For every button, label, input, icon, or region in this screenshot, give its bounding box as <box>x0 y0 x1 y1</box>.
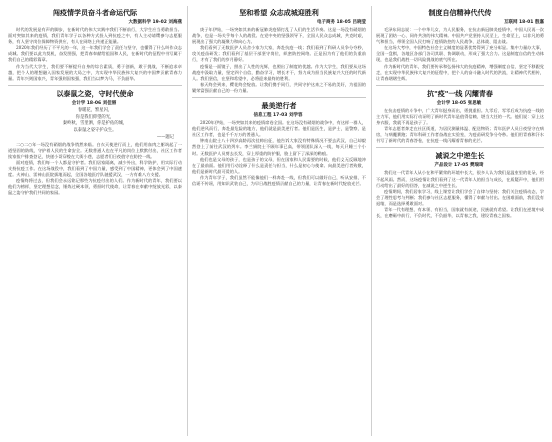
article-body <box>192 27 366 94</box>
paragraph: 2020年伊始，一场突如其来的疫情席卷全国。在这场没有硝烟的战争中，有这样一群人，他们逆风而行，奔赴最危险的地方，他们就是最美逆行者。他们是医生，是护士，是警察，是社区工作者，也是千千万万的普通人。 <box>192 120 366 138</box>
article-6 <box>374 89 546 145</box>
article-title: 制度自信精神代代传 <box>428 9 492 17</box>
paragraph: 2020年我们经历了不平凡的一年，这一年我们学会了责任与坚守，也懂得了什么叫作众志成城。我们要以此为契机，奋发图强，把青春奉献给祖国和人民，在新时代的征程中书写属于我们自己的精彩篇章。 <box>8 45 182 63</box>
article-byline: 大数据科学 19-02 刘海燕 <box>128 20 182 25</box>
column-right <box>374 6 546 436</box>
paragraph: 他们也是父母的孩子，也是孩子的父母，但在国家和人民需要的时候，他们义无反顾地冲在了最前面。他们用行动诠释了什么是责任与担当，什么是初心与使命。向最美逆行者致敬，他们是新时代最可爱的人。 <box>192 156 366 174</box>
poem-line: 秦岭秋，雪里洒，你是护佑的城， <box>62 121 128 127</box>
article-title: 抗"疫"一线 闪耀青春 <box>427 89 493 98</box>
article-5 <box>374 8 546 82</box>
paragraph: 疫情期间，我们居家学习，线上课堂让我们学会了自律与坚持；我们关注疫情动态，学会了理性思考与判断；我们参与社区志愿服务，懂得了奉献与付出。在困难面前，我们没有退缩，而是选择勇敢面对。 <box>376 188 544 206</box>
paragraph: 在这场大考中，中国特色社会主义制度的显著优势得到了充分彰显。集中力量办大事，全国一盘棋，各地区各部门各司其职、协调联动，形成了强大合力。这是制度自信的生动体现，也是我们战胜一切风险挑战的底气所在。 <box>376 45 544 63</box>
article-2 <box>6 89 184 197</box>
paragraph: 作为新时代的青年，我们要传承和弘扬伟大的抗疫精神，增强制度自信，坚定不移跟党走，在实现中华民族伟大复兴的征程中，把个人的奋斗融入时代的洪流，让精神代代相传，让青春熠熠生辉。 <box>376 63 544 81</box>
divider <box>376 85 544 86</box>
article-title: 减说之中逆生长 <box>435 152 485 161</box>
article-body <box>376 108 544 145</box>
divider <box>8 85 182 86</box>
poem-line: 以泰鼠之姿守护众生。 <box>73 128 117 134</box>
article-7 <box>374 151 546 219</box>
article-4 <box>190 101 368 187</box>
article-title: 以泰鼠之姿，守时代使命 <box>56 89 134 98</box>
paragraph: 青年志愿者奔走在社区街道，为居民测量体温、配送物资；青年医护人员日夜坚守在病房，与病魔赛跑；青年科研工作者奋战在实验室，为疫苗研发争分夺秒。他们用青春和汗水书写了新时代的青春答卷，在抗疫一线闪耀着青春的光芒。 <box>376 126 544 144</box>
poem-signature: ——题记 <box>156 135 174 141</box>
article-title: 最美逆行者 <box>261 102 297 111</box>
article-title: 坚和希望 众志成城迎胜利 <box>239 9 319 17</box>
poem-line: 春暖花，繁星闪， <box>77 107 113 113</box>
paragraph: 我们这一代青年人从小在和平繁荣的环境中长大，很多人认为我们是温室里的花朵，经不起风雨。然而，这场疫情让我们看到了这一代青年人的担当与成长，在质疑声中，他们用行动给出了最好的回答，在减说之中逆生长。 <box>376 170 544 188</box>
column-middle <box>190 6 368 436</box>
divider <box>376 147 544 148</box>
article-title: 闯疫情学员奋斗者命运代际 <box>53 9 137 17</box>
article-byline: 信息工程 17-03 刘学容 <box>253 113 303 119</box>
poem-line: 你是我们仰望的光， <box>75 114 115 120</box>
paragraph: 二○二○年一场没有硝烟的战争悄然来临。白衣天使逆行而上，他们用血肉之躯筑起了一道坚固的防线，守护着人民的生命安全。无数普通人也在平凡的岗位上默默付出，社区工作者挨家挨户排查登记，快递小哥穿梭在大街小巷，志愿者们日夜值守在防控一线。 <box>8 141 182 159</box>
paragraph: 青年一代有理想、有本领、有担当，国家就有前途，民族就有希望。让我们在逆境中成长，在磨砺中前行，不负时代，不负韶华，以青春之我，建设青春之国家。 <box>376 206 544 219</box>
column-divider <box>187 6 188 436</box>
paragraph: 毛泽东同志说：一个中华儿女，为人民服务，在抗击新冠肺炎疫情中，中国人民再一次展现了团结一心、同舟共济的伟大精神。中国共产党坚持人民至上、生命至上，以非凡的勇气和担当，带领全国人民打响了疫情防控的人民战争、总体战、阻击战。 <box>376 27 544 45</box>
article-byline: 产品设计 17-05 樊瑞琦 <box>434 163 484 169</box>
paragraph: 时代的发展是有声的脚步，在新时代的伟大实践中我们不断前行，大学生应当勇敢担当。面对突如其来的疫情，我们青年学子以各种方式投入到抗疫之中，有人主动请缨参与志愿服务，有人坚守岗位保障物资供应，有人在网络上传递正能量。 <box>8 27 182 45</box>
article-byline: 会计学 18-05 张思敏 <box>436 100 482 106</box>
article-1 <box>6 8 184 82</box>
newspaper-page <box>6 6 546 436</box>
paragraph: 面对疫情，我们每一个人都是守护者。我们居家隔离，减少外出，科学防护，用实际行动支持抗疫工作。在这场战役中，我们看到了中国力量，感受到了中国精神，更体会到了中国速度。火神山、雷神山医院拔地而起，全国各地医疗队驰援武汉，一方有难八方支援。 <box>8 159 182 177</box>
paragraph: 作为当代大学生，我们要不断提升自身的综合素质，勇于创新，敢于挑战，不断追求卓越，把个人的理想融入国家发展的大局之中，为实现中华民族伟大复兴的中国梦贡献青春力量。青年兴则国家兴，青年强则国家强，我们当以梦为马，不负韶华。 <box>8 63 182 81</box>
column-left <box>6 6 184 436</box>
paragraph: 在抗击疫情的斗争中，广大青年挺身而出，勇挑重担。九零后、零零后成为抗疫一线的主力军，他们用实际行动证明了新时代青年是值得信赖、堪当大任的一代。他们说：穿上这身衣服，我就不再是孩子了。 <box>376 107 544 126</box>
paragraph: 庚子年伊始，一场突如其来的新冠肺炎疫情打乱了人们的生活节奏。这是一场没有硝烟的战争，也是一场关乎每个人的战役。在党中央的坚强领导下，全国人民众志成城，共克时艰，展现出了强大的凝聚力和向心力。 <box>192 27 366 45</box>
paragraph: 疫情是一面镜子，照出了人性的光辉，也照出了制度的优越。作为大学生，我们要从这场战疫中汲取力量，坚定四个自信，勤奋学习，增长才干，努力成为担当民族复兴大任的时代新人。我们坚信，在坚和希望中，必将迎来最终的胜利。 <box>192 63 366 81</box>
article-byline: 会计学 18-06 刘佳丽 <box>71 100 117 106</box>
article-body <box>8 27 182 82</box>
article-byline: 电子商务 18-05 吕晓莹 <box>316 20 366 25</box>
article-body <box>376 27 544 82</box>
article-3 <box>190 8 368 94</box>
paragraph: 钟南山院士八十四岁高龄再次挂帅出征，他告诉大家没有特殊情况不要去武汉，自己却毅然登上了前往武汉的列车。李兰娟院士不顾年事已高，带领团队深入一线，每天只睡三个小时。无数医护人员剪去长发，穿上厚重的防护服，脸上留下了深深的勒痕。 <box>192 138 366 156</box>
paragraph: 作为青年学子，我们虽然不能像他们一样奔赴一线，但我们可以做好自己，听从安排，不信谣不传谣，用知识武装自己，为早日战胜疫情贡献自己的力量，让青春在新时代绽放光芒。 <box>192 174 366 186</box>
divider <box>192 97 366 98</box>
article-body <box>8 142 182 197</box>
article-body <box>376 170 544 219</box>
column-divider <box>371 6 372 436</box>
paragraph: 春天终会到来，樱花终会绽放。让我们携手同行，共同守护这来之不易的美好，为祖国的繁荣富强贡献自己的一份力量。 <box>192 81 366 93</box>
poem <box>6 108 184 135</box>
article-byline: 互联网 18-01 殷嘉 <box>503 20 544 25</box>
paragraph: 我们看到了无数医护人员舍小家为大家，奔赴抗疫一线；我们看到了科研人员争分夺秒，攻关疫苗研发；我们看到了基层干部坚守岗位，织密防控网络。正是因为有了他们的负重前行，才有了我们的岁月静好。 <box>192 45 366 63</box>
paragraph: 疫情终将过去，但我们会永远铭记那些为抗疫付出的人们。作为新时代的青年，我们要以他们为榜样，坚定理想信念，锤炼过硬本领，勇担时代使命，让青春在奉献中绽放光彩，以泰鼠之姿守护我们共同的家园。 <box>8 178 182 196</box>
article-body <box>192 120 366 187</box>
